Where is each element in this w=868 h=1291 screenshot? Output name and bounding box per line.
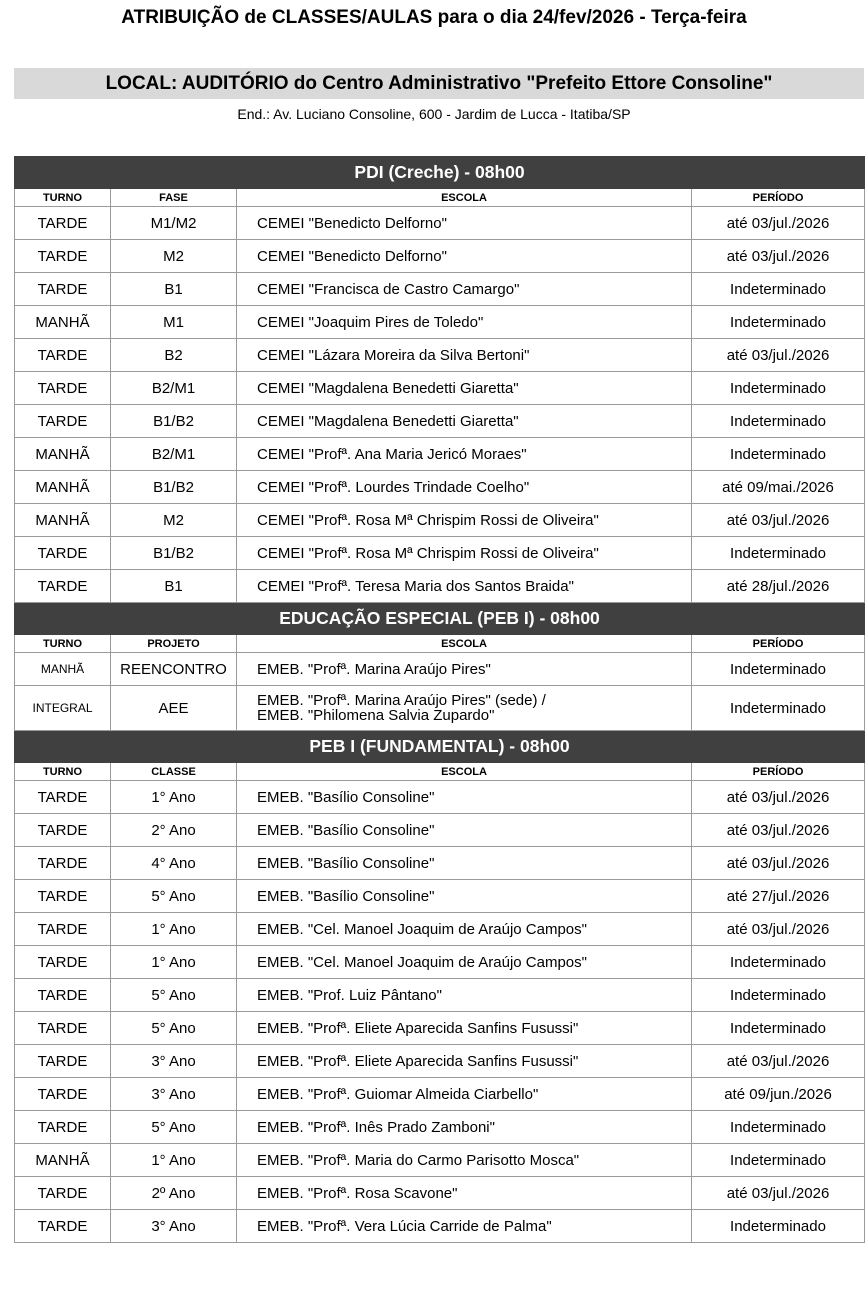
cell-periodo: Indeterminado xyxy=(692,1111,865,1144)
cell-periodo: até 03/jul./2026 xyxy=(692,339,865,372)
cell-periodo: até 03/jul./2026 xyxy=(692,913,865,946)
header-periodo: PERÍODO xyxy=(692,635,865,653)
cell-projeto: AEE xyxy=(111,686,237,731)
cell-periodo: Indeterminado xyxy=(692,1210,865,1243)
cell-classe: 1° Ano xyxy=(111,946,237,979)
cell-turno: TARDE xyxy=(15,207,111,240)
cell-escola: EMEB. "Basílio Consoline" xyxy=(237,847,692,880)
table-row xyxy=(15,913,865,946)
header-projeto: PROJETO xyxy=(111,635,237,653)
section-header-educacao-especial xyxy=(15,603,865,635)
cell-escola: CEMEI "Profª. Teresa Maria dos Santos Braida" xyxy=(237,570,692,603)
cell-escola: EMEB. "Profª. Vera Lúcia Carride de Palma" xyxy=(237,1210,692,1243)
cell-escola: EMEB. "Profª. Inês Prado Zamboni" xyxy=(237,1111,692,1144)
cell-periodo: Indeterminado xyxy=(692,405,865,438)
cell-turno: TARDE xyxy=(15,570,111,603)
table-row xyxy=(15,814,865,847)
cell-escola xyxy=(237,686,692,731)
cell-fase: M1/M2 xyxy=(111,207,237,240)
cell-classe: 4° Ano xyxy=(111,847,237,880)
cell-turno: TARDE xyxy=(15,405,111,438)
cell-periodo: até 03/jul./2026 xyxy=(692,814,865,847)
table-row xyxy=(15,847,865,880)
cell-turno: MANHÃ xyxy=(15,471,111,504)
local-banner: LOCAL: AUDITÓRIO do Centro Administrativo "Prefeito Ettore Consoline" xyxy=(14,68,864,99)
cell-turno: MANHÃ xyxy=(15,306,111,339)
table-row xyxy=(15,240,865,273)
cell-turno: TARDE xyxy=(15,372,111,405)
table-row xyxy=(15,946,865,979)
cell-turno: TARDE xyxy=(15,1078,111,1111)
cell-turno: TARDE xyxy=(15,273,111,306)
cell-classe: 2º Ano xyxy=(111,1177,237,1210)
table-row xyxy=(15,653,865,686)
cell-fase: B2 xyxy=(111,339,237,372)
cell-escola: CEMEI "Profª. Rosa Mª Chrispim Rossi de Oliveira" xyxy=(237,504,692,537)
cell-classe: 1° Ano xyxy=(111,913,237,946)
cell-periodo: até 27/jul./2026 xyxy=(692,880,865,913)
escola-line-2: EMEB. "Philomena Salvia Zupardo" xyxy=(257,707,495,724)
cell-escola: CEMEI "Francisca de Castro Camargo" xyxy=(237,273,692,306)
cell-periodo: até 03/jul./2026 xyxy=(692,1177,865,1210)
cell-escola: CEMEI "Profª. Lourdes Trindade Coelho" xyxy=(237,471,692,504)
header-turno: TURNO xyxy=(15,189,111,207)
cell-classe: 5° Ano xyxy=(111,880,237,913)
cell-escola: EMEB. "Basílio Consoline" xyxy=(237,880,692,913)
column-header-row xyxy=(15,635,865,653)
table-row xyxy=(15,1012,865,1045)
header-turno: TURNO xyxy=(15,763,111,781)
cell-escola: CEMEI "Benedicto Delforno" xyxy=(237,240,692,273)
section-title: PDI (Creche) - 08h00 xyxy=(15,157,865,189)
cell-escola: EMEB. "Basílio Consoline" xyxy=(237,781,692,814)
cell-periodo: até 03/jul./2026 xyxy=(692,504,865,537)
cell-classe: 3° Ano xyxy=(111,1210,237,1243)
table-row xyxy=(15,504,865,537)
cell-turno: TARDE xyxy=(15,1177,111,1210)
table-row xyxy=(15,1210,865,1243)
cell-periodo: Indeterminado xyxy=(692,979,865,1012)
table-row xyxy=(15,1078,865,1111)
cell-periodo: Indeterminado xyxy=(692,537,865,570)
cell-turno: TARDE xyxy=(15,781,111,814)
cell-fase: B1/B2 xyxy=(111,405,237,438)
cell-periodo: até 09/jun./2026 xyxy=(692,1078,865,1111)
cell-fase: M1 xyxy=(111,306,237,339)
cell-classe: 1° Ano xyxy=(111,781,237,814)
cell-escola: EMEB. "Cel. Manoel Joaquim de Araújo Campos" xyxy=(237,913,692,946)
table-row xyxy=(15,372,865,405)
header-escola: ESCOLA xyxy=(237,635,692,653)
cell-turno: TARDE xyxy=(15,1012,111,1045)
cell-classe: 3° Ano xyxy=(111,1045,237,1078)
table-row xyxy=(15,306,865,339)
cell-escola: CEMEI "Magdalena Benedetti Giaretta" xyxy=(237,405,692,438)
cell-periodo: até 03/jul./2026 xyxy=(692,1045,865,1078)
cell-periodo: até 03/jul./2026 xyxy=(692,240,865,273)
cell-escola: EMEB. "Cel. Manoel Joaquim de Araújo Campos" xyxy=(237,946,692,979)
cell-escola: EMEB. "Prof. Luiz Pântano" xyxy=(237,979,692,1012)
cell-classe: 5° Ano xyxy=(111,1012,237,1045)
cell-fase: B1/B2 xyxy=(111,471,237,504)
cell-periodo: até 03/jul./2026 xyxy=(692,847,865,880)
cell-turno: MANHÃ xyxy=(15,1144,111,1177)
cell-fase: B2/M1 xyxy=(111,438,237,471)
cell-fase: M2 xyxy=(111,240,237,273)
cell-periodo: até 03/jul./2026 xyxy=(692,207,865,240)
cell-periodo: Indeterminado xyxy=(692,653,865,686)
cell-periodo: Indeterminado xyxy=(692,372,865,405)
table-row xyxy=(15,1177,865,1210)
cell-fase: B1/B2 xyxy=(111,537,237,570)
header-periodo: PERÍODO xyxy=(692,763,865,781)
section-header-pdi xyxy=(15,157,865,189)
table-row xyxy=(15,438,865,471)
section-title: EDUCAÇÃO ESPECIAL (PEB I) - 08h00 xyxy=(15,603,865,635)
cell-escola: EMEB. "Profª. Eliete Aparecida Sanfins Fusussi" xyxy=(237,1012,692,1045)
cell-periodo: Indeterminado xyxy=(692,1012,865,1045)
cell-periodo: até 09/mai./2026 xyxy=(692,471,865,504)
cell-periodo: Indeterminado xyxy=(692,273,865,306)
cell-escola: EMEB. "Profª. Eliete Aparecida Sanfins Fusussi" xyxy=(237,1045,692,1078)
cell-projeto: REENCONTRO xyxy=(111,653,237,686)
cell-escola: CEMEI "Lázara Moreira da Silva Bertoni" xyxy=(237,339,692,372)
cell-fase: B1 xyxy=(111,273,237,306)
cell-escola: CEMEI "Profª. Rosa Mª Chrispim Rossi de Oliveira" xyxy=(237,537,692,570)
cell-turno: TARDE xyxy=(15,880,111,913)
cell-fase: B1 xyxy=(111,570,237,603)
table-row xyxy=(15,1111,865,1144)
cell-classe: 1° Ano xyxy=(111,1144,237,1177)
cell-classe: 2° Ano xyxy=(111,814,237,847)
table-row xyxy=(15,405,865,438)
cell-turno: TARDE xyxy=(15,814,111,847)
cell-turno: MANHÃ xyxy=(15,653,111,686)
cell-turno: MANHÃ xyxy=(15,504,111,537)
cell-periodo: Indeterminado xyxy=(692,306,865,339)
cell-escola: EMEB. "Profª. Rosa Scavone" xyxy=(237,1177,692,1210)
cell-escola: CEMEI "Profª. Ana Maria Jericó Moraes" xyxy=(237,438,692,471)
table-row xyxy=(15,339,865,372)
table-row xyxy=(15,471,865,504)
cell-turno: TARDE xyxy=(15,979,111,1012)
header-classe: CLASSE xyxy=(111,763,237,781)
table-row xyxy=(15,880,865,913)
cell-periodo: até 28/jul./2026 xyxy=(692,570,865,603)
cell-periodo: Indeterminado xyxy=(692,946,865,979)
column-header-row xyxy=(15,189,865,207)
table-row xyxy=(15,781,865,814)
cell-classe: 3° Ano xyxy=(111,1078,237,1111)
cell-turno: TARDE xyxy=(15,1045,111,1078)
table-row xyxy=(15,537,865,570)
cell-turno: TARDE xyxy=(15,339,111,372)
cell-escola: CEMEI "Magdalena Benedetti Giaretta" xyxy=(237,372,692,405)
cell-periodo: até 03/jul./2026 xyxy=(692,781,865,814)
cell-periodo: Indeterminado xyxy=(692,438,865,471)
cell-turno: TARDE xyxy=(15,946,111,979)
column-header-row xyxy=(15,763,865,781)
header-fase: FASE xyxy=(111,189,237,207)
header-escola: ESCOLA xyxy=(237,763,692,781)
escola-line-1: EMEB. "Profª. Marina Araújo Pires" (sede) / xyxy=(257,692,546,709)
table-row xyxy=(15,570,865,603)
cell-classe: 5° Ano xyxy=(111,1111,237,1144)
header-periodo: PERÍODO xyxy=(692,189,865,207)
cell-periodo: Indeterminado xyxy=(692,686,865,731)
table-row xyxy=(15,1045,865,1078)
cell-turno: TARDE xyxy=(15,1111,111,1144)
cell-escola: EMEB. "Basílio Consoline" xyxy=(237,814,692,847)
cell-turno: TARDE xyxy=(15,1210,111,1243)
cell-classe: 5° Ano xyxy=(111,979,237,1012)
cell-turno: TARDE xyxy=(15,537,111,570)
cell-periodo: Indeterminado xyxy=(692,1144,865,1177)
cell-turno: TARDE xyxy=(15,240,111,273)
table-row xyxy=(15,979,865,1012)
assignment-table xyxy=(14,156,865,1243)
cell-turno: MANHÃ xyxy=(15,438,111,471)
cell-escola: CEMEI "Joaquim Pires de Toledo" xyxy=(237,306,692,339)
header-turno: TURNO xyxy=(15,635,111,653)
cell-turno: INTEGRAL xyxy=(15,686,111,731)
cell-turno: TARDE xyxy=(15,913,111,946)
section-header-peb-fundamental xyxy=(15,731,865,763)
table-row xyxy=(15,273,865,306)
address-line: End.: Av. Luciano Consoline, 600 - Jardim de Lucca - Itatiba/SP xyxy=(237,106,631,122)
cell-escola: CEMEI "Benedicto Delforno" xyxy=(237,207,692,240)
table-row xyxy=(15,686,865,731)
table-row xyxy=(15,207,865,240)
document-title: ATRIBUIÇÃO de CLASSES/AULAS para o dia 24/fev/2026 - Terça-feira xyxy=(121,7,747,28)
table-row xyxy=(15,1144,865,1177)
cell-escola: EMEB. "Profª. Guiomar Almeida Ciarbello" xyxy=(237,1078,692,1111)
section-title: PEB I (FUNDAMENTAL) - 08h00 xyxy=(15,731,865,763)
cell-turno: TARDE xyxy=(15,847,111,880)
cell-escola: EMEB. "Profª. Maria do Carmo Parisotto Mosca" xyxy=(237,1144,692,1177)
cell-fase: B2/M1 xyxy=(111,372,237,405)
header-escola: ESCOLA xyxy=(237,189,692,207)
cell-escola: EMEB. "Profª. Marina Araújo Pires" xyxy=(237,653,692,686)
cell-fase: M2 xyxy=(111,504,237,537)
